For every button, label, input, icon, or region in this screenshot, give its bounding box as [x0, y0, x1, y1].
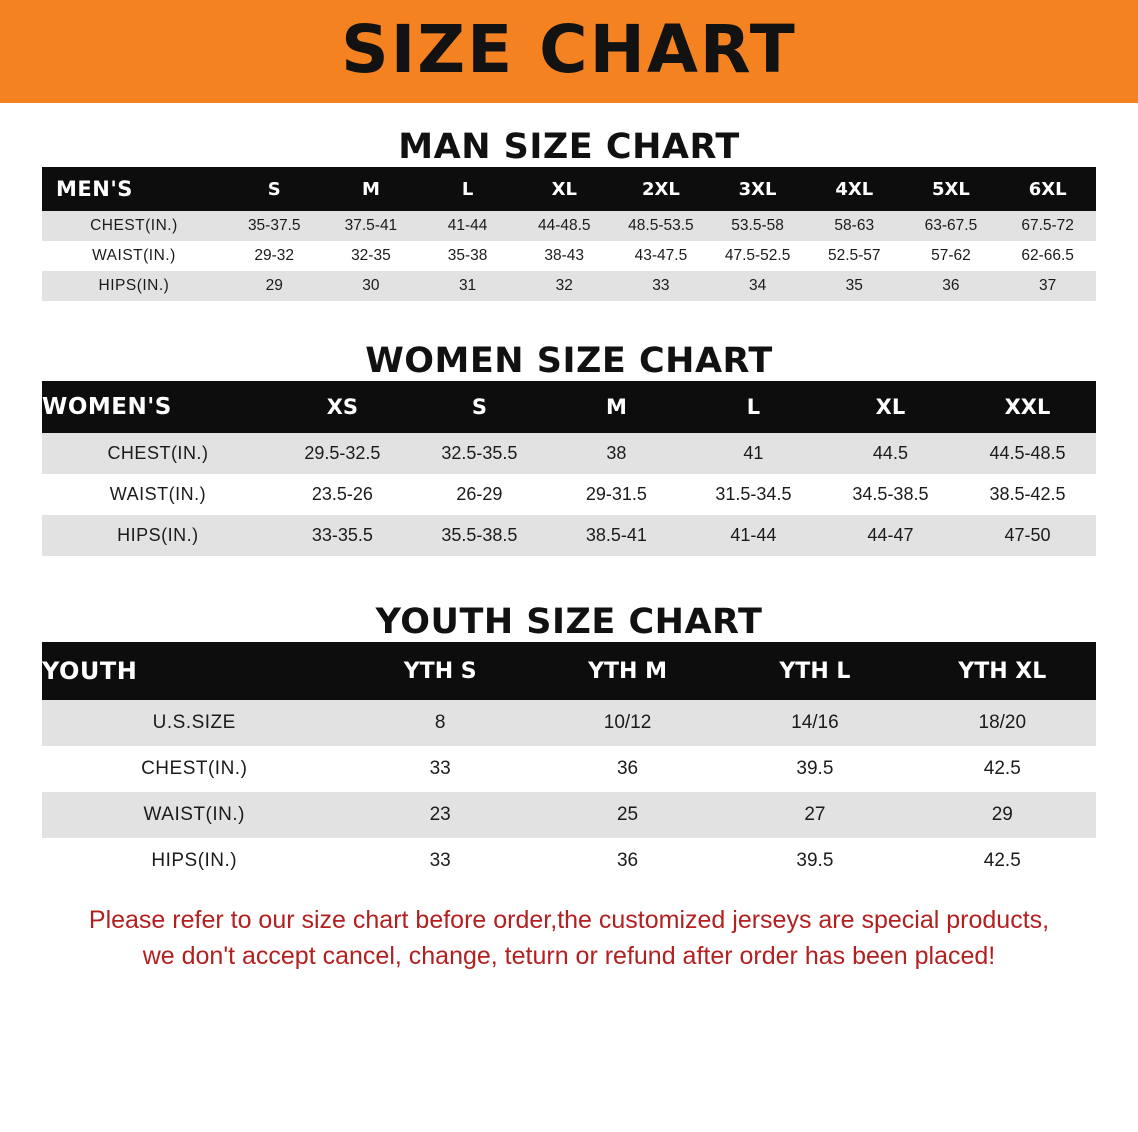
- page-title: SIZE CHART: [341, 10, 797, 88]
- men-hips-xl: 32: [516, 271, 613, 301]
- men-waist-s: 29-32: [226, 241, 323, 271]
- men-chest-3xl: 53.5-58: [709, 211, 806, 241]
- table-row: [42, 838, 1096, 884]
- women-chest-m: 38: [548, 433, 685, 474]
- men-hips-2xl: 33: [613, 271, 710, 301]
- youth-chest-m: 36: [534, 746, 721, 792]
- men-chest-5xl: 63-67.5: [903, 211, 1000, 241]
- women-waist-m: 29-31.5: [548, 474, 685, 515]
- youth-chest-l: 39.5: [721, 746, 908, 792]
- women-chest-xxl: 44.5-48.5: [959, 433, 1096, 474]
- women-waist-xxl: 38.5-42.5: [959, 474, 1096, 515]
- men-hips-6xl: 37: [999, 271, 1096, 301]
- men-header-6xl: 6XL: [999, 167, 1096, 211]
- disclaimer-line-2: we don't accept cancel, change, teturn or refund after order has been placed!: [142, 942, 996, 971]
- women-header-l: L: [685, 381, 822, 433]
- page-banner: [0, 0, 1138, 103]
- youth-size-table: [42, 642, 1096, 884]
- men-hips-l: 31: [419, 271, 516, 301]
- men-row-label-waist: WAIST(IN.): [42, 241, 226, 271]
- table-header-row: [42, 381, 1096, 433]
- table-header-row: [42, 642, 1096, 700]
- women-header-s: S: [411, 381, 548, 433]
- men-chest-l: 41-44: [419, 211, 516, 241]
- table-row: [42, 792, 1096, 838]
- women-hips-xxl: 47-50: [959, 515, 1096, 556]
- table-row: [42, 474, 1096, 515]
- women-chest-xl: 44.5: [822, 433, 959, 474]
- youth-hips-m: 36: [534, 838, 721, 884]
- men-header-s: S: [226, 167, 323, 211]
- men-table-wrap: [0, 167, 1138, 301]
- men-size-table: [42, 167, 1096, 301]
- men-waist-l: 35-38: [419, 241, 516, 271]
- youth-section-title: YOUTH SIZE CHART: [375, 602, 763, 642]
- youth-hips-s: 33: [347, 838, 534, 884]
- women-header-m: M: [548, 381, 685, 433]
- youth-ussize-xl: 18/20: [909, 700, 1096, 746]
- table-row: [42, 746, 1096, 792]
- youth-ussize-s: 8: [347, 700, 534, 746]
- disclaimer-line-1: Please refer to our size chart before order,the customized jerseys are special products,: [88, 906, 1050, 934]
- women-hips-l: 41-44: [685, 515, 822, 556]
- men-hips-s: 29: [226, 271, 323, 301]
- table-row: [42, 433, 1096, 474]
- men-header-l: L: [419, 167, 516, 211]
- youth-hips-xl: 42.5: [909, 838, 1096, 884]
- men-header-4xl: 4XL: [806, 167, 903, 211]
- men-waist-2xl: 43-47.5: [613, 241, 710, 271]
- youth-waist-s: 23: [347, 792, 534, 838]
- men-waist-3xl: 47.5-52.5: [709, 241, 806, 271]
- men-header-5xl: 5XL: [903, 167, 1000, 211]
- men-waist-xl: 38-43: [516, 241, 613, 271]
- women-header-xs: XS: [274, 381, 411, 433]
- youth-waist-l: 27: [721, 792, 908, 838]
- men-chest-s: 35-37.5: [226, 211, 323, 241]
- men-waist-m: 32-35: [323, 241, 420, 271]
- youth-chest-s: 33: [347, 746, 534, 792]
- disclaimer-note: [0, 902, 1138, 975]
- youth-waist-xl: 29: [909, 792, 1096, 838]
- youth-header-yth-m: YTH M: [534, 642, 721, 700]
- men-chest-m: 37.5-41: [323, 211, 420, 241]
- women-hips-m: 38.5-41: [548, 515, 685, 556]
- women-section-title: WOMEN SIZE CHART: [365, 341, 773, 381]
- youth-row-label-ussize: U.S.SIZE: [42, 700, 347, 746]
- women-size-table: [42, 381, 1096, 556]
- women-header-xl: XL: [822, 381, 959, 433]
- youth-chest-xl: 42.5: [909, 746, 1096, 792]
- men-header-xl: XL: [516, 167, 613, 211]
- women-waist-xs: 23.5-26: [274, 474, 411, 515]
- women-chest-xs: 29.5-32.5: [274, 433, 411, 474]
- women-waist-l: 31.5-34.5: [685, 474, 822, 515]
- youth-waist-m: 25: [534, 792, 721, 838]
- women-waist-s: 26-29: [411, 474, 548, 515]
- youth-row-label-hips: HIPS(IN.): [42, 838, 347, 884]
- youth-table-wrap: [0, 642, 1138, 884]
- women-hips-xs: 33-35.5: [274, 515, 411, 556]
- table-row: [42, 515, 1096, 556]
- men-hips-3xl: 34: [709, 271, 806, 301]
- women-row-label-chest: CHEST(IN.): [42, 433, 274, 474]
- men-waist-6xl: 62-66.5: [999, 241, 1096, 271]
- men-chest-2xl: 48.5-53.5: [613, 211, 710, 241]
- men-waist-4xl: 52.5-57: [806, 241, 903, 271]
- youth-hips-l: 39.5: [721, 838, 908, 884]
- youth-row-label-waist: WAIST(IN.): [42, 792, 347, 838]
- women-table-wrap: [0, 381, 1138, 556]
- men-chest-4xl: 58-63: [806, 211, 903, 241]
- youth-header-yth-l: YTH L: [721, 642, 908, 700]
- men-hips-5xl: 36: [903, 271, 1000, 301]
- men-header-3xl: 3XL: [709, 167, 806, 211]
- women-chest-l: 41: [685, 433, 822, 474]
- men-hips-m: 30: [323, 271, 420, 301]
- table-row: [42, 700, 1096, 746]
- youth-row-label-chest: CHEST(IN.): [42, 746, 347, 792]
- women-waist-xl: 34.5-38.5: [822, 474, 959, 515]
- youth-ussize-l: 14/16: [721, 700, 908, 746]
- table-row: [42, 211, 1096, 241]
- women-row-label-hips: HIPS(IN.): [42, 515, 274, 556]
- women-chest-s: 32.5-35.5: [411, 433, 548, 474]
- men-header-m: M: [323, 167, 420, 211]
- women-hips-xl: 44-47: [822, 515, 959, 556]
- men-section-title: MAN SIZE CHART: [398, 127, 740, 167]
- men-row-label-chest: CHEST(IN.): [42, 211, 226, 241]
- women-row-label-waist: WAIST(IN.): [42, 474, 274, 515]
- youth-header-yth-xl: YTH XL: [909, 642, 1096, 700]
- youth-header-label: YOUTH: [42, 642, 347, 700]
- men-waist-5xl: 57-62: [903, 241, 1000, 271]
- women-header-xxl: XXL: [959, 381, 1096, 433]
- table-row: [42, 241, 1096, 271]
- table-row: [42, 271, 1096, 301]
- men-chest-xl: 44-48.5: [516, 211, 613, 241]
- men-header-label: MEN'S: [42, 167, 226, 211]
- table-header-row: [42, 167, 1096, 211]
- women-header-label: WOMEN'S: [42, 381, 274, 433]
- men-header-2xl: 2XL: [613, 167, 710, 211]
- men-row-label-hips: HIPS(IN.): [42, 271, 226, 301]
- men-hips-4xl: 35: [806, 271, 903, 301]
- men-chest-6xl: 67.5-72: [999, 211, 1096, 241]
- youth-ussize-m: 10/12: [534, 700, 721, 746]
- women-hips-s: 35.5-38.5: [411, 515, 548, 556]
- youth-header-yth-s: YTH S: [347, 642, 534, 700]
